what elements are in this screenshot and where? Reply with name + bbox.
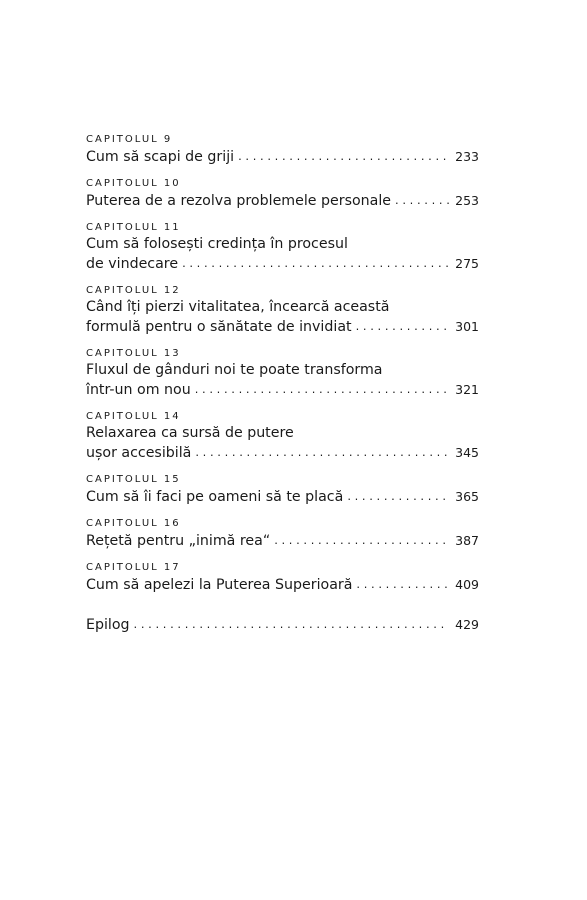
dot-leader <box>195 380 449 399</box>
chapter-label: CAPITOLUL 12 <box>86 285 181 296</box>
dot-leader <box>347 487 449 506</box>
toc-entry-chapter-17 <box>86 561 479 595</box>
toc-entry-chapter-16 <box>86 517 479 551</box>
toc-entry-chapter-11 <box>86 221 479 274</box>
dot-leader <box>274 531 449 550</box>
toc-entry-chapter-12 <box>86 284 479 337</box>
dot-leader <box>195 443 449 462</box>
dot-leader <box>395 191 449 210</box>
toc-row <box>86 380 479 400</box>
chapter-title-line: Relaxarea ca sursă de putere <box>86 425 294 441</box>
page-number: 429 <box>455 617 479 632</box>
chapter-label: CAPITOLUL 10 <box>86 178 181 189</box>
toc-entry-chapter-13 <box>86 347 479 400</box>
chapter-label: CAPITOLUL 16 <box>86 518 181 529</box>
chapter-label: CAPITOLUL 9 <box>86 134 173 145</box>
page-number: 409 <box>455 577 479 592</box>
toc-row <box>86 615 479 635</box>
dot-leader <box>238 147 449 166</box>
dot-leader <box>134 615 449 634</box>
chapter-label: CAPITOLUL 13 <box>86 348 181 359</box>
toc-row <box>86 254 479 274</box>
toc-entry-chapter-10 <box>86 177 479 211</box>
chapter-label: CAPITOLUL 15 <box>86 474 181 485</box>
toc-entry-chapter-14 <box>86 410 479 463</box>
page-number: 387 <box>455 533 479 548</box>
page-number: 365 <box>455 489 479 504</box>
toc-row <box>86 191 479 211</box>
toc-row <box>86 317 479 337</box>
chapter-title: Cum să îi faci pe oameni să te placă <box>86 489 344 505</box>
toc-entry-epilog <box>86 615 479 635</box>
page-number: 345 <box>455 445 479 460</box>
toc-row <box>86 531 479 551</box>
page-number: 233 <box>455 149 479 164</box>
page-number: 301 <box>455 319 479 334</box>
page-number: 275 <box>455 256 479 271</box>
toc-row <box>86 443 479 463</box>
toc-row <box>86 487 479 507</box>
chapter-label: CAPITOLUL 14 <box>86 411 181 422</box>
chapter-title: Rețetă pentru „inimă rea“ <box>86 533 271 549</box>
chapter-title-line: Fluxul de gânduri noi te poate transforma <box>86 362 383 378</box>
dot-leader <box>356 317 449 336</box>
table-of-contents <box>86 133 479 645</box>
toc-row <box>86 575 479 595</box>
chapter-title: de vindecare <box>86 256 179 272</box>
epilog-title: Epilog <box>86 617 130 633</box>
chapter-title: formulă pentru o sănătate de invidiat <box>86 319 352 335</box>
page-number: 253 <box>455 193 479 208</box>
chapter-title: într-un om nou <box>86 382 191 398</box>
chapter-label: CAPITOLUL 11 <box>86 222 181 233</box>
chapter-title: Cum să apelezi la Puterea Superioară <box>86 577 353 593</box>
dot-leader <box>356 575 449 594</box>
chapter-title: ușor accesibilă <box>86 445 192 461</box>
chapter-title-line: Cum să folosești credința în procesul <box>86 236 348 252</box>
chapter-title: Puterea de a rezolva problemele personale <box>86 193 392 209</box>
dot-leader <box>182 254 449 273</box>
toc-entry-chapter-9 <box>86 133 479 167</box>
chapter-title-line: Când îți pierzi vitalitatea, încearcă această <box>86 299 390 315</box>
chapter-title: Cum să scapi de griji <box>86 149 235 165</box>
toc-entry-chapter-15 <box>86 473 479 507</box>
page-number: 321 <box>455 382 479 397</box>
toc-row <box>86 147 479 167</box>
chapter-label: CAPITOLUL 17 <box>86 562 181 573</box>
